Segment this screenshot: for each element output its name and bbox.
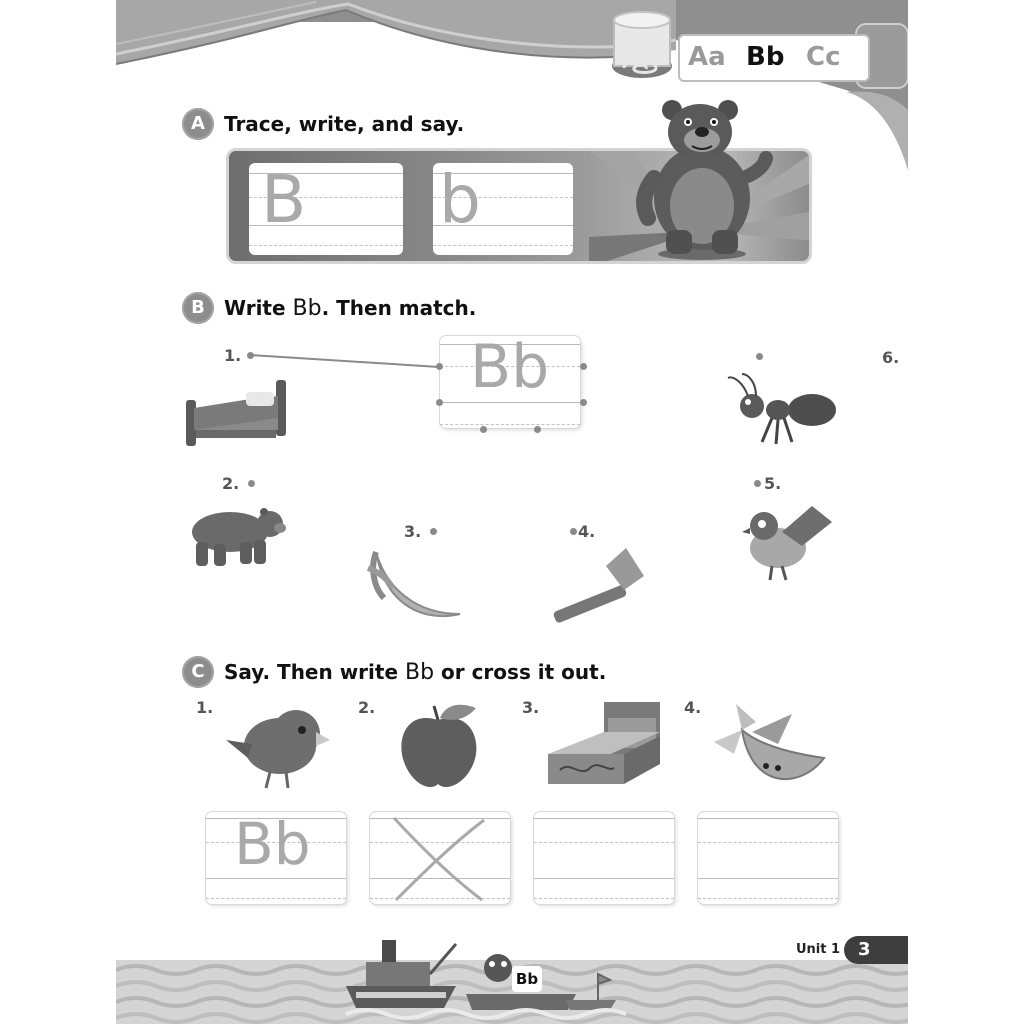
banana-picture bbox=[712, 702, 828, 800]
match-dot-4[interactable] bbox=[570, 528, 577, 535]
write-card-2[interactable] bbox=[370, 812, 510, 904]
section-c-title bbox=[224, 660, 606, 685]
bed-picture bbox=[184, 378, 294, 448]
match-dot[interactable] bbox=[436, 363, 443, 370]
match-dot-5[interactable] bbox=[754, 480, 761, 487]
worksheet-page bbox=[116, 0, 908, 1024]
axe-picture bbox=[550, 546, 646, 626]
match-dot-3[interactable] bbox=[430, 528, 437, 535]
section-c-title-end: or cross it out. bbox=[434, 660, 607, 684]
match-dot-2[interactable] bbox=[248, 480, 255, 487]
match-number-5: 5. bbox=[764, 474, 782, 493]
match-dot[interactable] bbox=[580, 363, 587, 370]
trace-letter-upper-b: B bbox=[261, 161, 307, 238]
footer-sign: Bb bbox=[512, 966, 542, 992]
tab-letter-cc: Cc bbox=[806, 42, 841, 72]
tab-letter-aa: Aa bbox=[688, 42, 726, 72]
bird-picture bbox=[742, 502, 834, 582]
section-b-badge: B bbox=[182, 292, 214, 324]
match-dot[interactable] bbox=[534, 426, 541, 433]
match-number-6: 6. bbox=[882, 348, 900, 367]
write-card-1[interactable] bbox=[206, 812, 346, 904]
match-number-4: 4. bbox=[578, 522, 596, 541]
section-c-title-letters: Bb bbox=[404, 660, 435, 685]
section-c-title-start: Say. Then write bbox=[224, 660, 405, 684]
write-card-1-answer: Bb bbox=[234, 810, 311, 878]
write-card-3[interactable] bbox=[534, 812, 674, 904]
match-dot[interactable] bbox=[580, 399, 587, 406]
bed-picture bbox=[546, 698, 666, 792]
section-c-badge: C bbox=[182, 656, 214, 688]
apple-picture bbox=[396, 700, 482, 792]
trace-letter-lower-b: b bbox=[439, 161, 481, 238]
cross-out-mark bbox=[390, 816, 490, 902]
match-center-card bbox=[440, 332, 580, 428]
section-a-title: Trace, write, and say. bbox=[224, 112, 465, 136]
match-number-2: 2. bbox=[222, 474, 240, 493]
section-b-title-letters: Bb bbox=[292, 296, 322, 321]
page-number: 3 bbox=[844, 936, 908, 964]
section-a-badge: A bbox=[182, 108, 214, 140]
unit-label: Unit 1 bbox=[796, 942, 841, 957]
bear-picture bbox=[188, 506, 288, 568]
section-b-title-start: Write bbox=[224, 296, 293, 320]
match-center-letters: Bb bbox=[470, 332, 550, 402]
match-dot[interactable] bbox=[480, 426, 487, 433]
match-dot[interactable] bbox=[436, 399, 443, 406]
match-dot-1[interactable] bbox=[247, 352, 254, 359]
banana-picture bbox=[366, 548, 466, 624]
ant-picture bbox=[726, 372, 838, 448]
exercise-c-number-1: 1. bbox=[196, 698, 214, 717]
section-b-title-end: . Then match. bbox=[321, 296, 477, 320]
match-number-3: 3. bbox=[404, 522, 422, 541]
match-dot-6[interactable] bbox=[756, 353, 763, 360]
bird-picture bbox=[222, 700, 332, 792]
tab-letter-bb: Bb bbox=[746, 42, 785, 72]
match-number-1: 1. bbox=[224, 346, 242, 365]
exercise-c-number-4: 4. bbox=[684, 698, 702, 717]
boat-illustration bbox=[346, 934, 616, 1024]
exercise-c-number-2: 2. bbox=[358, 698, 376, 717]
write-card-4[interactable] bbox=[698, 812, 838, 904]
exercise-c-number-3: 3. bbox=[522, 698, 540, 717]
